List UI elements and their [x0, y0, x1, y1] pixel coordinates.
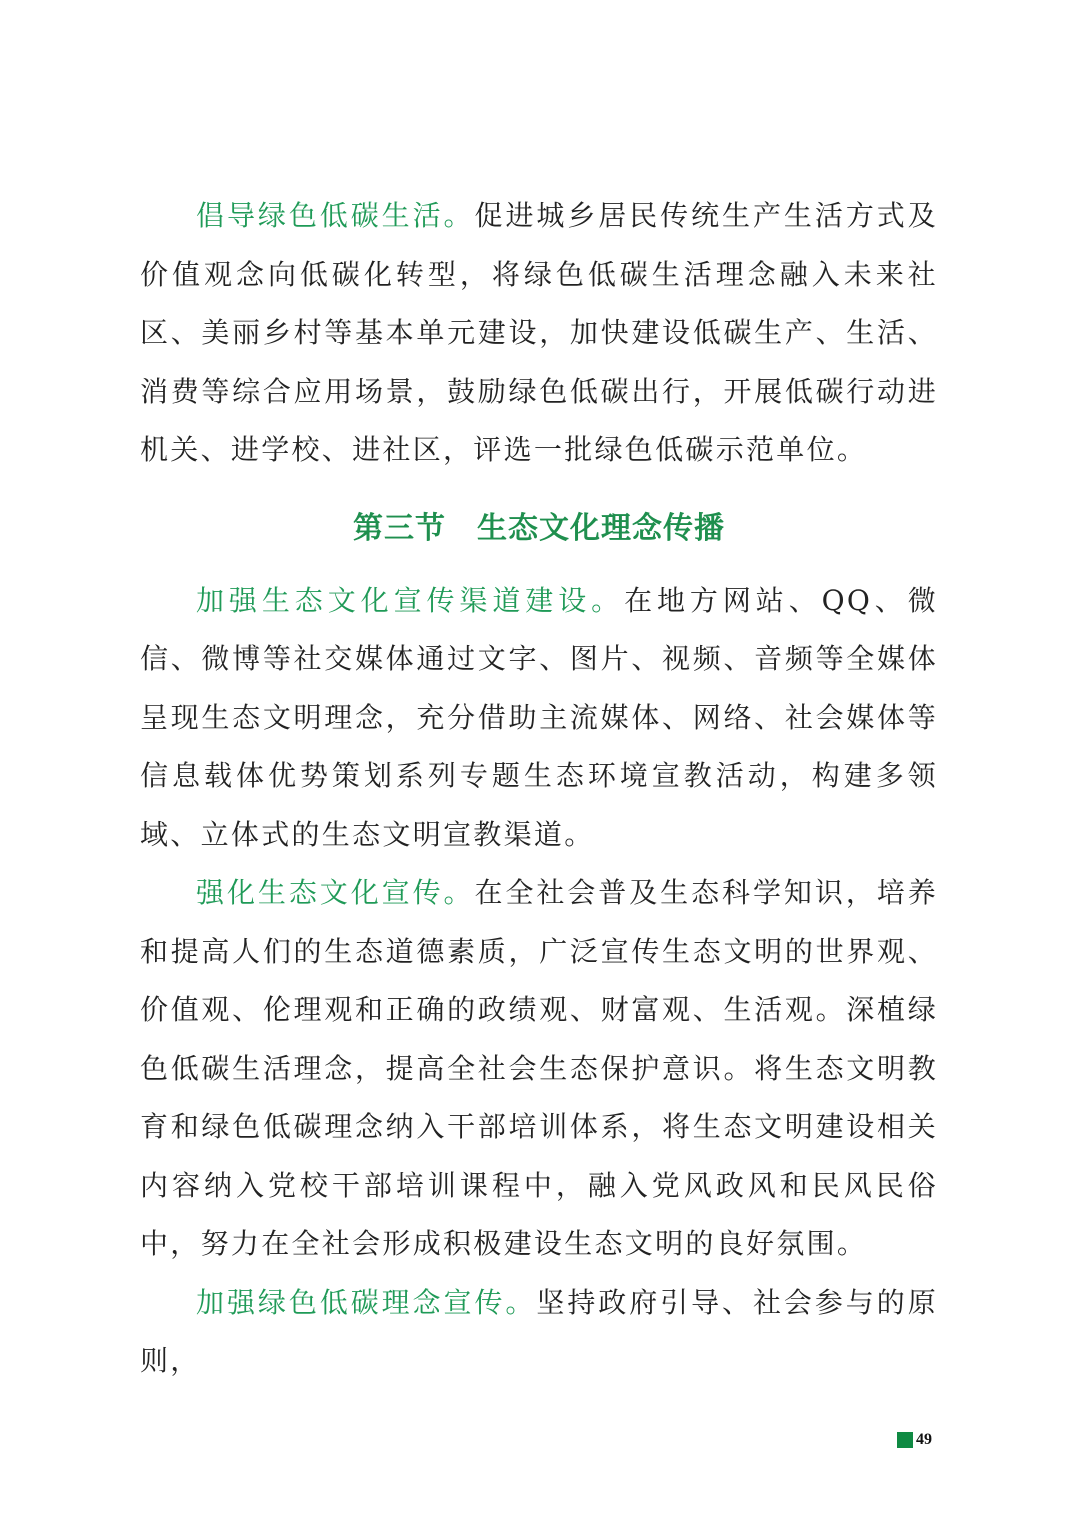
- document-body: [140, 187, 938, 1391]
- paragraph-text: 坚持政府引导、社会参与的原则，: [140, 1285, 938, 1377]
- paragraph-text: 在地方网站、QQ、微信、微博等社交媒体通过文字、图片、视频、音频等全媒体呈现生态文明理念，充分借助主流媒体、网络、社会媒体等信息载体优势策划系列专题生态环境宣教活动，构建多领域、立体式的生态文明宣教渠道。: [140, 583, 938, 851]
- paragraph-green-low-carbon-life: [140, 187, 938, 480]
- page-number: 49: [916, 1431, 932, 1448]
- paragraph-lead: 强化生态文化宣传。: [196, 876, 475, 909]
- paragraph-text: 在全社会普及生态科学知识，培养和提高人们的生态道德素质，广泛宣传生态文明的世界观、价值观、伦理观和正确的政绩观、财富观、生活观。深植绿色低碳生活理念，提高全社会生态保护意识。将生态文明教育和绿色低碳理念纳入干部培训体系，将生态文明建设相关内容纳入党校干部培训课程中，融入党风政风和民风民俗中，努力在全社会形成积极建设生态文明的良好氛围。: [140, 876, 938, 1260]
- page-marker-square-icon: [897, 1432, 913, 1448]
- paragraph-lead: 加强生态文化宣传渠道建设。: [196, 583, 625, 617]
- paragraph-low-carbon-publicity: [140, 1274, 938, 1391]
- paragraph-culture-publicity: [140, 864, 938, 1274]
- paragraph-lead: 倡导绿色低碳生活。: [196, 199, 475, 232]
- paragraph-channel-building: [140, 572, 938, 865]
- paragraph-text: 促进城乡居民传统生产生活方式及价值观念向低碳化转型，将绿色低碳生活理念融入未来社区、美丽乡村等基本单元建设，加快建设低碳生产、生活、消费等综合应用场景，鼓励绿色低碳出行，开展低碳行动进机关、进学校、进社区，评选一批绿色低碳示范单位。: [140, 199, 938, 466]
- section-heading: 第三节 生态文化理念传播: [353, 510, 725, 546]
- page-footer: [897, 1429, 932, 1451]
- paragraph-lead: 加强绿色低碳理念宣传。: [196, 1285, 537, 1319]
